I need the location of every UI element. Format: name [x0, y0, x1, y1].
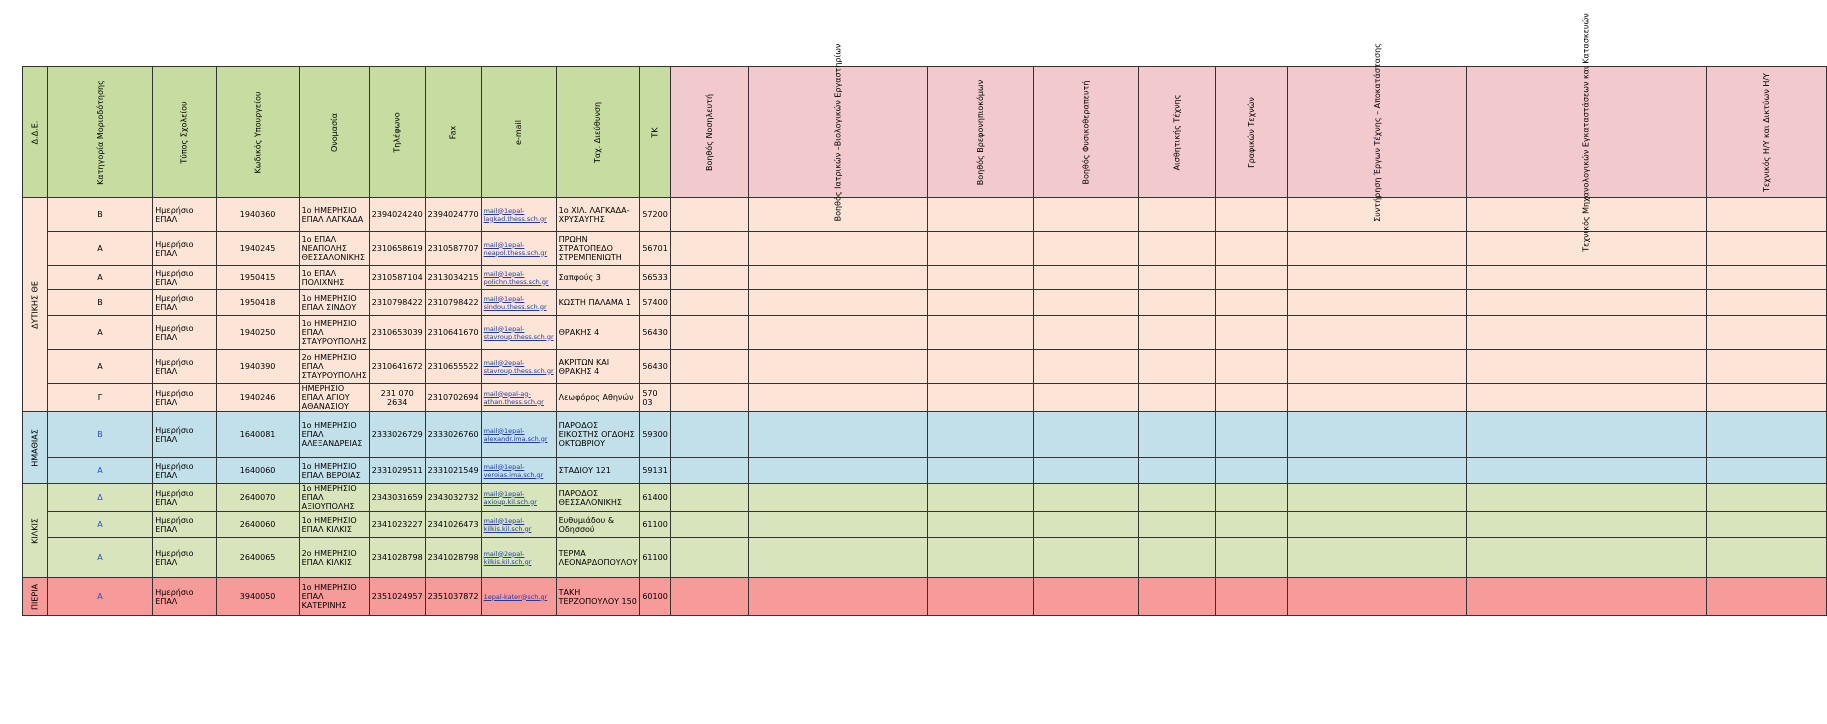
specialty-cell: [748, 512, 927, 538]
specialty-cell: [670, 232, 748, 266]
specialty-cell: [1139, 232, 1216, 266]
specialty-cell: [670, 538, 748, 578]
specialty-cell: [1467, 384, 1706, 412]
specialty-cell: [1139, 384, 1216, 412]
specialty-cell: [1467, 316, 1706, 350]
fax-cell: 2351037872: [425, 578, 481, 616]
specialty-cell: [1034, 578, 1139, 616]
specialty-cell: [927, 316, 1033, 350]
specialty-cell: [1287, 350, 1467, 384]
specialty-cell: [670, 266, 748, 290]
specialty-cell: [927, 198, 1033, 232]
specialty-cell: [927, 384, 1033, 412]
email-link[interactable]: mail@1epal-stavroup.thess.sch.gr: [481, 316, 556, 350]
specialty-cell: [927, 458, 1033, 484]
category-cell: Α: [47, 266, 153, 290]
table-row: [23, 350, 1827, 384]
school-name-cell: 1ο ΗΜΕΡΗΣΙΟ ΕΠΑΛ ΑΞΙΟΥΠΟΛΗΣ: [299, 484, 369, 512]
postcode-cell: 60100: [640, 578, 670, 616]
school-type-cell: Ημερήσιο ΕΠΑΛ: [153, 484, 216, 512]
header-fax: Fax: [425, 67, 481, 198]
school-type-cell: Ημερήσιο ΕΠΑΛ: [153, 232, 216, 266]
school-name-cell: 1ο ΗΜΕΡΗΣΙΟ ΕΠΑΛ ΣΤΑΥΡΟΥΠΟΛΗΣ: [299, 316, 369, 350]
specialty-cell: [927, 350, 1033, 384]
specialty-cell: [1706, 232, 1826, 266]
specialty-cell: [670, 316, 748, 350]
email-link[interactable]: mail@1epal-axioup.kil.sch.gr: [481, 484, 556, 512]
region-label: ΗΜΑΘΙΑΣ: [30, 428, 40, 467]
category-cell: Β: [47, 412, 153, 458]
header-category: Κατηγορία Μοριοδότησης: [47, 67, 153, 198]
header-specialty: Βοηθός Φυσικοθεραπευτή: [1034, 67, 1139, 198]
specialty-cell: [1467, 578, 1706, 616]
table-row: [23, 538, 1827, 578]
phone-cell: 2343031659: [369, 484, 425, 512]
specialty-cell: [1287, 316, 1467, 350]
specialty-cell: [1287, 290, 1467, 316]
specialty-cell: [748, 316, 927, 350]
specialty-cell: [748, 350, 927, 384]
header-specialty: Τεχνικός Μηχανολογικών Εγκαταστάσεων και Κατασκευών: [1467, 67, 1706, 198]
specialty-cell: [1287, 458, 1467, 484]
postcode-cell: 570 03: [640, 384, 670, 412]
category-cell: Α: [47, 350, 153, 384]
header-email: e-mail: [481, 67, 556, 198]
phone-cell: 2310798422: [369, 290, 425, 316]
specialty-cell: [670, 290, 748, 316]
ministry-code-cell: 2640070: [216, 484, 299, 512]
table-row: [23, 266, 1827, 290]
specialty-cell: [670, 412, 748, 458]
header-ministry-code: Κωδικός Υπουργείου: [216, 67, 299, 198]
specialty-cell: [1139, 350, 1216, 384]
table-row: [23, 290, 1827, 316]
specialty-cell: [927, 232, 1033, 266]
specialty-cell: [1706, 512, 1826, 538]
specialty-cell: [748, 484, 927, 512]
category-cell: Α: [47, 316, 153, 350]
category-cell: Γ: [47, 384, 153, 412]
school-name-cell: 1ο ΗΜΕΡΗΣΙΟ ΕΠΑΛ ΣΙΝΔΟΥ: [299, 290, 369, 316]
specialty-cell: [748, 458, 927, 484]
school-name-cell: ΗΜΕΡΗΣΙΟ ΕΠΑΛ ΑΓΙΟΥ ΑΘΑΝΑΣΙΟΥ: [299, 384, 369, 412]
specialty-cell: [1706, 578, 1826, 616]
ministry-code-cell: 1940390: [216, 350, 299, 384]
table-row: [23, 512, 1827, 538]
email-link[interactable]: 1epal-kater@sch.gr: [481, 578, 556, 616]
region-cell: [23, 578, 48, 616]
specialty-cell: [748, 290, 927, 316]
header-dde: Δ.Δ.Ε.: [23, 67, 48, 198]
specialty-cell: [1706, 350, 1826, 384]
email-link[interactable]: mail@epal-ag-athan.thess.sch.gr: [481, 384, 556, 412]
fax-cell: 2394024770: [425, 198, 481, 232]
category-cell: Α: [47, 578, 153, 616]
address-cell: 1ο ΧΙΛ. ΛΑΓΚΑΔΑ-ΧΡΥΣΑΥΓΗΣ: [556, 198, 640, 232]
address-cell: ΠΑΡΟΔΟΣ ΘΕΣΣΑΛΟΝΙΚΗΣ: [556, 484, 640, 512]
phone-cell: 2333026729: [369, 412, 425, 458]
specialty-cell: [1034, 384, 1139, 412]
specialty-cell: [1706, 458, 1826, 484]
phone-cell: 2394024240: [369, 198, 425, 232]
table-row: [23, 232, 1827, 266]
specialty-cell: [1706, 538, 1826, 578]
postcode-cell: 56701: [640, 232, 670, 266]
school-type-cell: Ημερήσιο ΕΠΑΛ: [153, 512, 216, 538]
school-type-cell: Ημερήσιο ΕΠΑΛ: [153, 384, 216, 412]
header-specialty: Τεχνικός Η/Υ και Δικτύων Η/Υ: [1706, 67, 1826, 198]
region-cell: [23, 484, 48, 578]
ministry-code-cell: 1940246: [216, 384, 299, 412]
postcode-cell: 61100: [640, 538, 670, 578]
school-name-cell: 1ο ΕΠΑΛ ΠΟΛΙΧΝΗΣ: [299, 266, 369, 290]
specialty-cell: [670, 484, 748, 512]
phone-cell: 2310587104: [369, 266, 425, 290]
specialty-cell: [1139, 538, 1216, 578]
specialty-cell: [1467, 350, 1706, 384]
school-name-cell: 1ο ΗΜΕΡΗΣΙΟ ΕΠΑΛ ΚΑΤΕΡΙΝΗΣ: [299, 578, 369, 616]
postcode-cell: 59131: [640, 458, 670, 484]
specialty-cell: [1034, 484, 1139, 512]
specialty-cell: [1215, 578, 1287, 616]
specialty-cell: [1287, 484, 1467, 512]
specialty-cell: [1034, 290, 1139, 316]
email-link[interactable]: mail@1epal-kilkis.kil.sch.gr: [481, 512, 556, 538]
specialty-cell: [1215, 458, 1287, 484]
address-cell: ΠΡΩΗΝ ΣΤΡΑΤΟΠΕΔΟ ΣΤΡΕΜΠΕΝΙΩΤΗ: [556, 232, 640, 266]
specialty-cell: [1287, 412, 1467, 458]
school-type-cell: Ημερήσιο ΕΠΑΛ: [153, 458, 216, 484]
email-link[interactable]: mail@1epal-lagkad.thess.sch.gr: [481, 198, 556, 232]
specialty-cell: [748, 538, 927, 578]
specialty-cell: [1467, 484, 1706, 512]
header-row: [23, 67, 1827, 198]
header-address: Ταχ. Διεύθυνση: [556, 67, 640, 198]
school-name-cell: 1ο ΕΠΑΛ ΝΕΑΠΟΛΗΣ ΘΕΣΣΑΛΟΝΙΚΗΣ: [299, 232, 369, 266]
fax-cell: 2331021549: [425, 458, 481, 484]
specialty-cell: [1034, 512, 1139, 538]
specialty-cell: [1706, 266, 1826, 290]
ministry-code-cell: 1940245: [216, 232, 299, 266]
phone-cell: 2331029511: [369, 458, 425, 484]
table-row: [23, 484, 1827, 512]
header-specialty: Βοηθός Νοσηλευτή: [670, 67, 748, 198]
header-school-type: Τύπος Σχολείου: [153, 67, 216, 198]
specialty-cell: [1139, 266, 1216, 290]
specialty-cell: [1034, 350, 1139, 384]
header-specialty: Βοηθός Βρεφονηπιοκόμων: [927, 67, 1033, 198]
region-label: ΔΥΤΙΚΗΣ ΘΕ: [30, 280, 40, 329]
specialty-cell: [1215, 316, 1287, 350]
fax-cell: 2310587707: [425, 232, 481, 266]
phone-cell: 2341028798: [369, 538, 425, 578]
table-row: [23, 384, 1827, 412]
specialty-cell: [1467, 266, 1706, 290]
address-cell: ΘΡΑΚΗΣ 4: [556, 316, 640, 350]
ministry-code-cell: 1950415: [216, 266, 299, 290]
specialty-cell: [1139, 484, 1216, 512]
specialty-cell: [748, 232, 927, 266]
specialty-cell: [927, 512, 1033, 538]
header-specialty: Γραφικών Τεχνών: [1215, 67, 1287, 198]
specialty-cell: [927, 266, 1033, 290]
school-type-cell: Ημερήσιο ΕΠΑΛ: [153, 316, 216, 350]
fax-cell: 2313034215: [425, 266, 481, 290]
fax-cell: 2310655522: [425, 350, 481, 384]
specialty-cell: [1215, 484, 1287, 512]
ministry-code-cell: 3940050: [216, 578, 299, 616]
header-phone: Τηλέφωνο: [369, 67, 425, 198]
specialty-cell: [1034, 266, 1139, 290]
header-specialty: Αισθητικής Τέχνης: [1139, 67, 1216, 198]
postcode-cell: 56430: [640, 350, 670, 384]
category-cell: Β: [47, 290, 153, 316]
specialty-cell: [1706, 384, 1826, 412]
ministry-code-cell: 2640065: [216, 538, 299, 578]
address-cell: ΤΑΚΗ ΤΕΡΖΟΠΟΥΛΟΥ 150: [556, 578, 640, 616]
specialty-cell: [1215, 538, 1287, 578]
specialty-cell: [1034, 316, 1139, 350]
specialty-cell: [1467, 458, 1706, 484]
postcode-cell: 61400: [640, 484, 670, 512]
category-cell: Β: [47, 198, 153, 232]
specialty-cell: [1706, 412, 1826, 458]
postcode-cell: 59300: [640, 412, 670, 458]
category-cell: Α: [47, 538, 153, 578]
school-type-cell: Ημερήσιο ΕΠΑΛ: [153, 538, 216, 578]
specialty-cell: [1034, 538, 1139, 578]
specialty-cell: [1467, 512, 1706, 538]
specialty-cell: [748, 384, 927, 412]
specialty-cell: [1215, 290, 1287, 316]
school-name-cell: 1ο ΗΜΕΡΗΣΙΟ ΕΠΑΛ ΚΙΛΚΙΣ: [299, 512, 369, 538]
specialty-cell: [1706, 484, 1826, 512]
region-label: ΠΙΕΡΙΑ: [30, 583, 40, 610]
ministry-code-cell: 1640081: [216, 412, 299, 458]
specialty-cell: [1034, 458, 1139, 484]
specialty-cell: [1467, 538, 1706, 578]
specialty-cell: [1287, 578, 1467, 616]
header-name: Ονομασία: [299, 67, 369, 198]
header-specialty: Συντήρηση Έργων Τέχνης – Αποκατάστασης: [1287, 67, 1467, 198]
school-type-cell: Ημερήσιο ΕΠΑΛ: [153, 350, 216, 384]
address-cell: Ευθυμιάδου & Οδησσού: [556, 512, 640, 538]
specialty-cell: [748, 266, 927, 290]
postcode-cell: 56533: [640, 266, 670, 290]
fax-cell: 2310702694: [425, 384, 481, 412]
specialty-cell: [927, 412, 1033, 458]
phone-cell: 2310658619: [369, 232, 425, 266]
ministry-code-cell: 1940360: [216, 198, 299, 232]
postcode-cell: 56430: [640, 316, 670, 350]
category-cell: Α: [47, 512, 153, 538]
specialty-cell: [927, 290, 1033, 316]
school-type-cell: Ημερήσιο ΕΠΑΛ: [153, 290, 216, 316]
specialty-cell: [670, 198, 748, 232]
specialty-cell: [1139, 512, 1216, 538]
table-row: [23, 316, 1827, 350]
address-cell: Λεωφόρος Αθηνών: [556, 384, 640, 412]
specialty-cell: [748, 578, 927, 616]
specialty-cell: [927, 538, 1033, 578]
specialty-cell: [1139, 316, 1216, 350]
ministry-code-cell: 1940250: [216, 316, 299, 350]
fax-cell: 2343032732: [425, 484, 481, 512]
specialty-cell: [927, 484, 1033, 512]
specialty-cell: [670, 458, 748, 484]
phone-cell: 2310641672: [369, 350, 425, 384]
specialty-cell: [1287, 384, 1467, 412]
fax-cell: 2310641670: [425, 316, 481, 350]
specialty-cell: [1215, 350, 1287, 384]
specialty-cell: [1706, 198, 1826, 232]
specialty-cell: [1467, 290, 1706, 316]
school-name-cell: 2ο ΗΜΕΡΗΣΙΟ ΕΠΑΛ ΣΤΑΥΡΟΥΠΟΛΗΣ: [299, 350, 369, 384]
address-cell: Σαπφούς 3: [556, 266, 640, 290]
specialty-cell: [1287, 232, 1467, 266]
specialty-cell: [1034, 412, 1139, 458]
region-label: ΚΙΛΚΙΣ: [30, 517, 40, 544]
header-specialty: Βοηθός Ιατρικών –Βιολογικών Εργαστηρίων: [748, 67, 927, 198]
specialty-cell: [1287, 512, 1467, 538]
phone-cell: 231 070 2634: [369, 384, 425, 412]
region-cell: [23, 198, 48, 412]
email-link[interactable]: mail@1epal-sindou.thess.sch.gr: [481, 290, 556, 316]
fax-cell: 2333026760: [425, 412, 481, 458]
specialty-cell: [1034, 232, 1139, 266]
specialty-cell: [1706, 316, 1826, 350]
school-type-cell: Ημερήσιο ΕΠΑΛ: [153, 412, 216, 458]
specialty-cell: [1287, 538, 1467, 578]
address-cell: ΑΚΡΙΤΩΝ ΚΑΙ ΘΡΑΚΗΣ 4: [556, 350, 640, 384]
fax-cell: 2310798422: [425, 290, 481, 316]
ministry-code-cell: 1950418: [216, 290, 299, 316]
category-cell: Α: [47, 458, 153, 484]
phone-cell: 2310653039: [369, 316, 425, 350]
specialty-cell: [1467, 412, 1706, 458]
school-name-cell: 1ο ΗΜΕΡΗΣΙΟ ΕΠΑΛ ΛΑΓΚΑΔΑ: [299, 198, 369, 232]
region-cell: [23, 412, 48, 484]
specialty-cell: [670, 350, 748, 384]
specialty-cell: [1215, 512, 1287, 538]
phone-cell: 2341023227: [369, 512, 425, 538]
school-type-cell: Ημερήσιο ΕΠΑΛ: [153, 578, 216, 616]
ministry-code-cell: 1640060: [216, 458, 299, 484]
address-cell: ΠΑΡΟΔΟΣ ΕΙΚΟΣΤΗΣ ΟΓΔΟΗΣ ΟΚΤΩΒΡΙΟΥ: [556, 412, 640, 458]
school-type-cell: Ημερήσιο ΕΠΑΛ: [153, 198, 216, 232]
address-cell: ΣΤΑΔΙΟΥ 121: [556, 458, 640, 484]
fax-cell: 2341026473: [425, 512, 481, 538]
email-link[interactable]: mail@1epal-polichn.thess.sch.gr: [481, 266, 556, 290]
specialty-cell: [1215, 198, 1287, 232]
header-postcode: ΤΚ: [640, 67, 670, 198]
school-name-cell: 1ο ΗΜΕΡΗΣΙΟ ΕΠΑΛ ΒΕΡΟΙΑΣ: [299, 458, 369, 484]
specialty-cell: [1287, 266, 1467, 290]
postcode-cell: 57400: [640, 290, 670, 316]
specialty-cell: [670, 578, 748, 616]
fax-cell: 2341028798: [425, 538, 481, 578]
specialty-cell: [748, 412, 927, 458]
specialty-cell: [670, 384, 748, 412]
table-row: [23, 412, 1827, 458]
address-cell: ΚΩΣΤΗ ΠΑΛΑΜΑ 1: [556, 290, 640, 316]
postcode-cell: 57200: [640, 198, 670, 232]
specialty-cell: [1139, 290, 1216, 316]
specialty-cell: [670, 512, 748, 538]
school-name-cell: 2ο ΗΜΕΡΗΣΙΟ ΕΠΑΛ ΚΙΛΚΙΣ: [299, 538, 369, 578]
specialty-cell: [1034, 198, 1139, 232]
school-type-cell: Ημερήσιο ΕΠΑΛ: [153, 266, 216, 290]
postcode-cell: 61100: [640, 512, 670, 538]
category-cell: Α: [47, 232, 153, 266]
email-link[interactable]: mail@1epal-veroias.ima.sch.gr: [481, 458, 556, 484]
email-link[interactable]: mail@2epal-kilkis.kil.sch.gr: [481, 538, 556, 578]
specialty-cell: [927, 578, 1033, 616]
phone-cell: 2351024957: [369, 578, 425, 616]
category-cell: Δ: [47, 484, 153, 512]
specialty-cell: [1215, 384, 1287, 412]
table-row: [23, 198, 1827, 232]
specialty-cell: [1139, 458, 1216, 484]
specialty-cell: [1215, 412, 1287, 458]
specialty-cell: [1139, 412, 1216, 458]
email-link[interactable]: mail@2epal-stavroup.thess.sch.gr: [481, 350, 556, 384]
table-row: [23, 578, 1827, 616]
specialty-cell: [1139, 198, 1216, 232]
specialty-cell: [1215, 232, 1287, 266]
table-row: [23, 458, 1827, 484]
email-link[interactable]: mail@1epal-neapol.thess.sch.gr: [481, 232, 556, 266]
specialty-cell: [1706, 290, 1826, 316]
email-link[interactable]: mail@1epal-alexandr.ima.sch.gr: [481, 412, 556, 458]
address-cell: ΤΕΡΜΑ ΛΕΟΝΑΡΔΟΠΟΥΛΟΥ: [556, 538, 640, 578]
school-name-cell: 1ο ΗΜΕΡΗΣΙΟ ΕΠΑΛ ΑΛΕΞΑΝΔΡΕΙΑΣ: [299, 412, 369, 458]
schools-table: [22, 12, 1827, 616]
specialty-cell: [1215, 266, 1287, 290]
ministry-code-cell: 2640060: [216, 512, 299, 538]
specialty-cell: [1139, 578, 1216, 616]
